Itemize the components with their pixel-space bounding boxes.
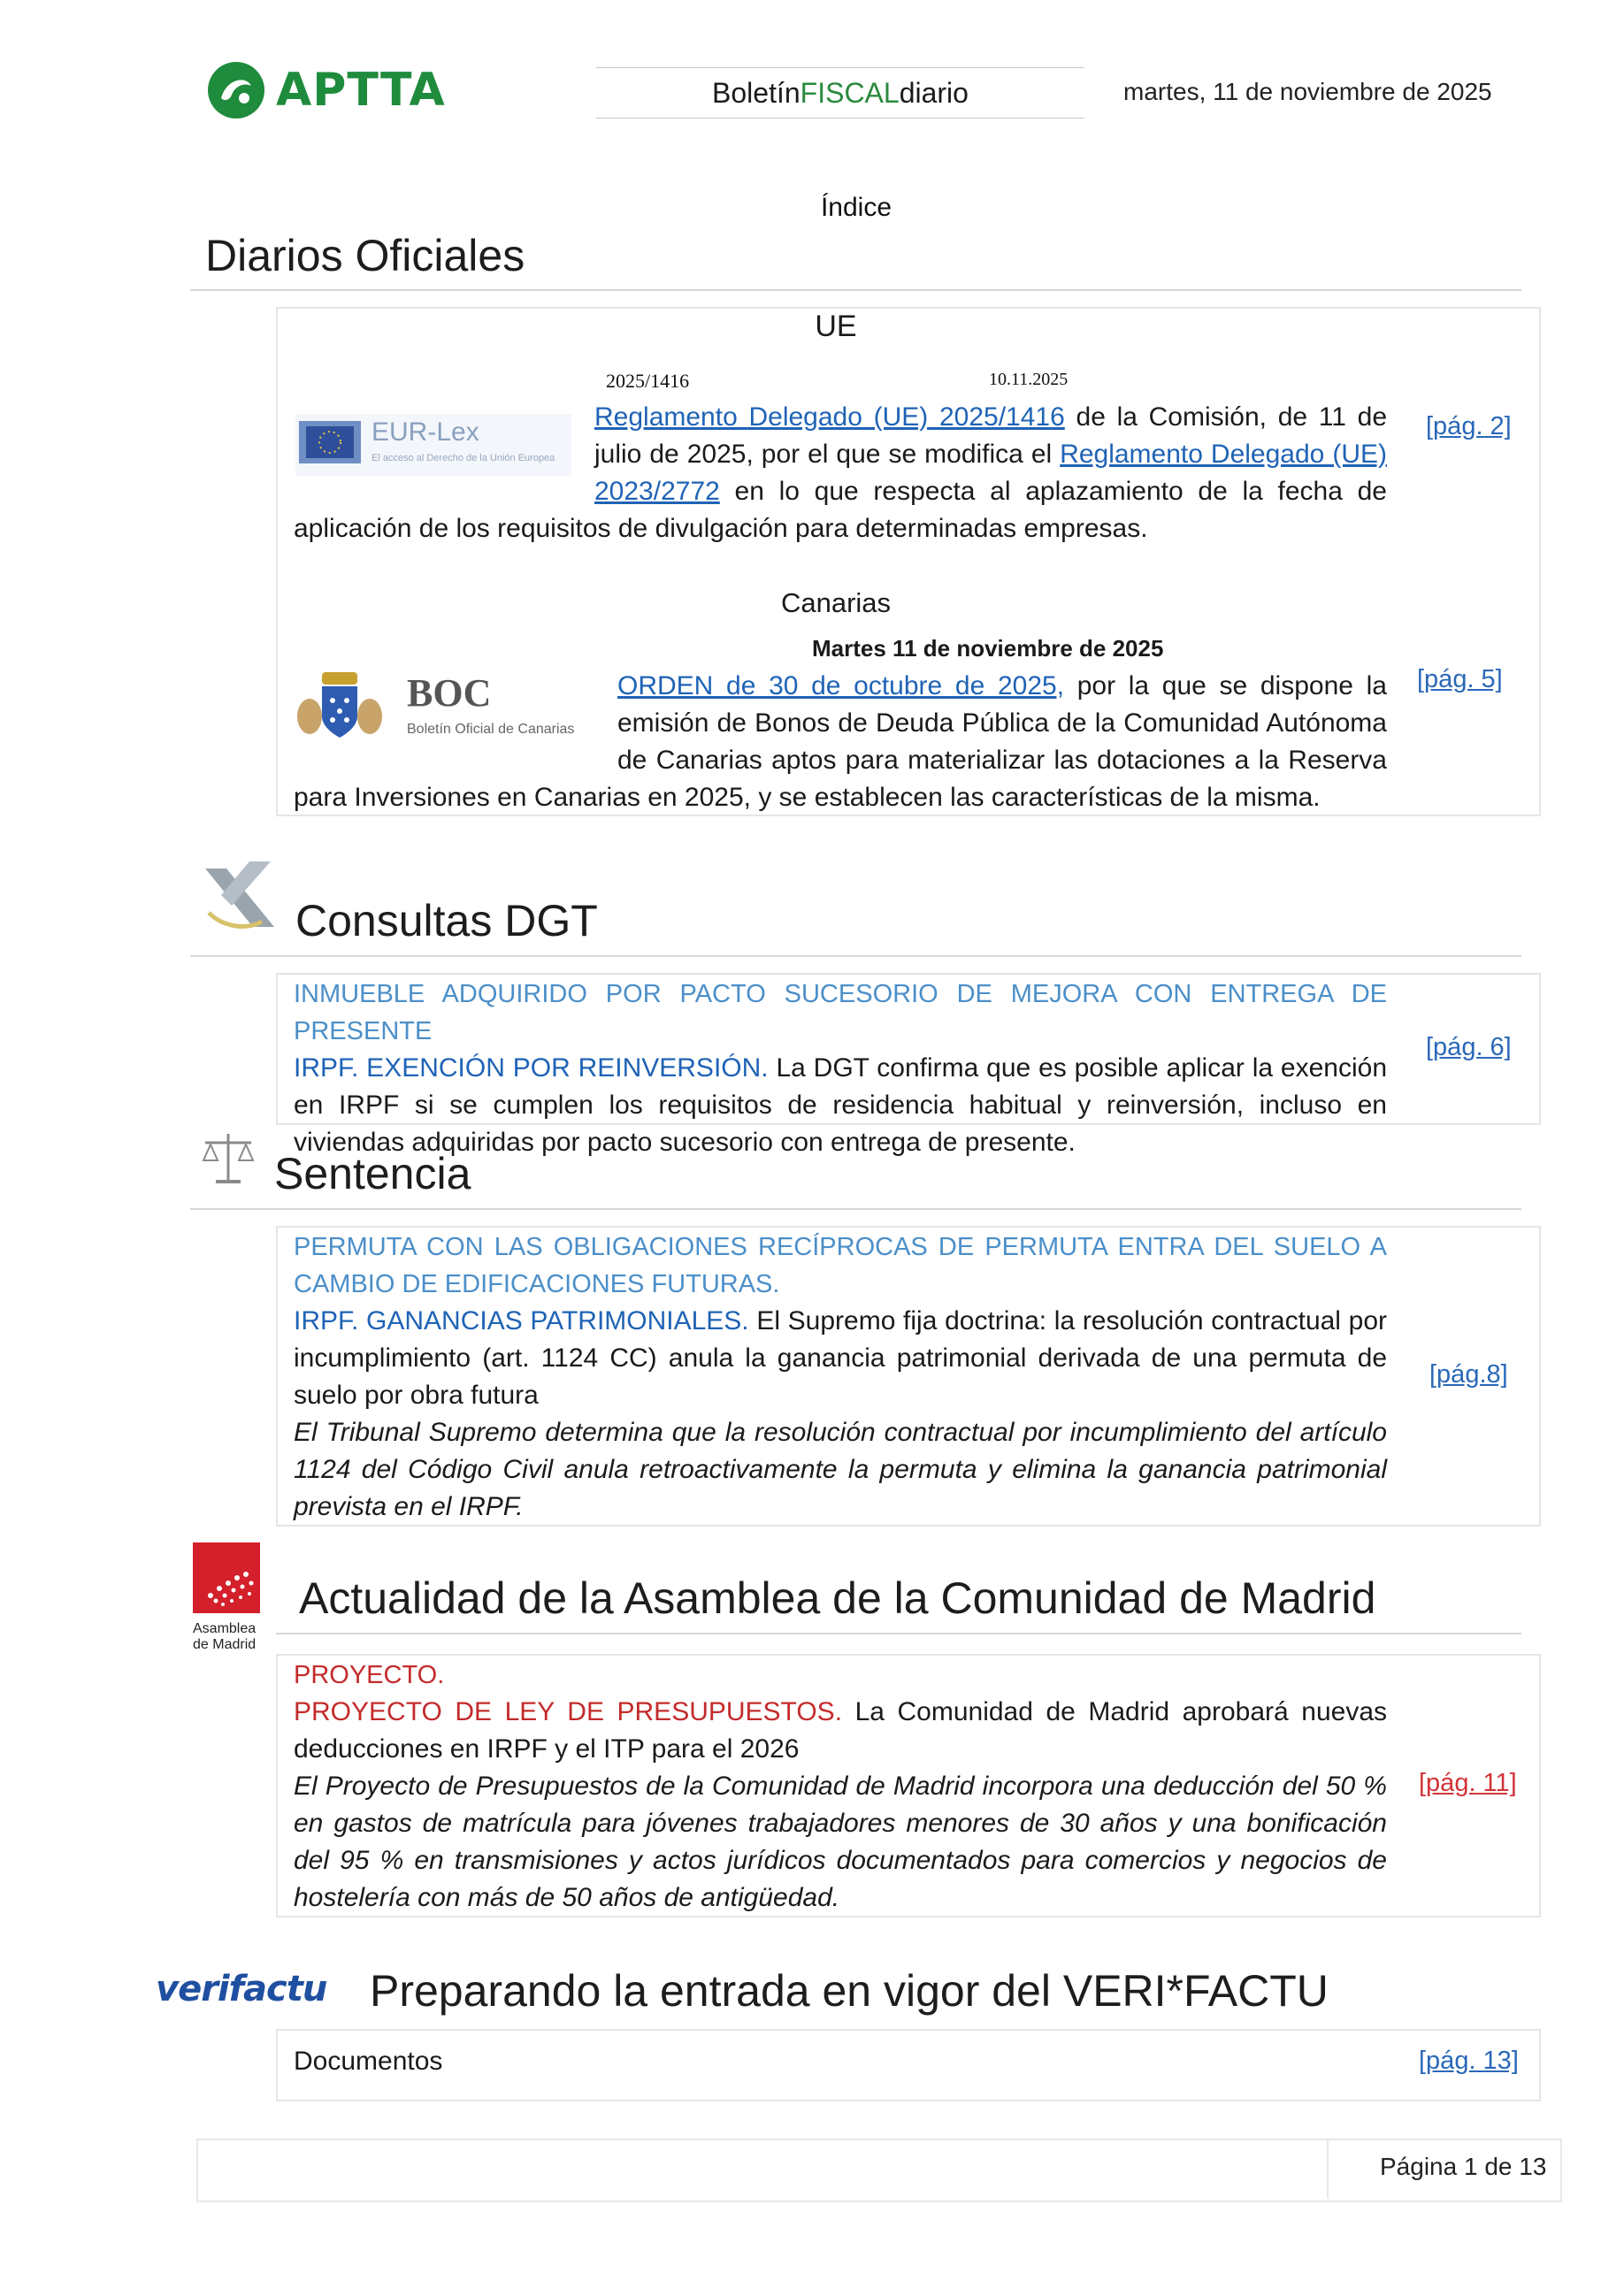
verifactu-item: Documentos [294,2047,443,2076]
canarias-heading: Canarias [780,587,892,618]
asamblea-italic: El Proyecto de Presupuestos de la Comunidad de Madrid incorpora una deducción del 50 % en gastos de matrícula para jóvenes trabajadores menores de 30 años y una bonificación del 95 % en transmisiones y actos jurídicos documentados para comercios y negocios de hostelería con más de 50 años de antigüedad. [294,1772,1387,1912]
ue-link-2025-1416[interactable]: Reglamento Delegado (UE) 2025/1416 [594,402,1065,432]
asamblea-logo-line2: de Madrid [193,1637,257,1652]
dgt-page-ref[interactable]: [pág. 6] [1426,1033,1512,1061]
dgt-text: La DGT confirma que es posible aplicar la exención en IRPF si se cumplen los requisitos de residencia habitual y reinversión, incluso en viviendas adquiridas por pacto sucesorio con entrega de presente. [294,1053,1388,1157]
page-number: Página 1 de 13 [1380,2153,1547,2180]
header-date: martes, 11 de noviembre de 2025 [1123,78,1492,105]
index-label: Índice [820,193,892,222]
sentencia-page-ref[interactable]: [pág.8] [1429,1360,1508,1389]
dgt-caption: INMUEBLE ADQUIRIDO POR PACTO SUCESORIO DE MEJORA CON ENTREGA DE PRESENTE [294,980,1387,1045]
page-footer [196,2139,1562,2202]
asamblea-logo-line1: Asamblea [193,1621,257,1636]
section-rule [190,955,1521,957]
section-title-sentencia: Sentencia [274,1149,471,1198]
canarias-order-link[interactable]: ORDEN de 30 de octubre de 2025, [617,671,1065,700]
eurlex-logo-title: EUR-Lex [372,417,479,447]
asamblea-strong: PROYECTO DE LEY DE PRESUPUESTOS. [294,1697,843,1726]
section-rule [276,1633,1521,1634]
asamblea-text: La Comunidad de Madrid aprobará nuevas deducciones en IRPF y el ITP para el 2026 [294,1697,1387,1764]
aptta-logo [205,58,462,122]
asamblea-emblem-icon [193,1542,260,1613]
logo-text: APTTA [276,64,446,117]
ue-text1: de la Comisión, de 11 de julio de 2025, por el que se modifica el [594,402,1388,469]
canarias-date-heading: Martes 11 de noviembre de 2025 [812,635,1164,662]
title-accent: FISCAL [800,76,900,109]
asamblea-page-ref[interactable]: [pág. 11] [1419,1769,1517,1797]
canarias-text: por la que se dispone la emisión de Bonos de Deuda Pública de la Comunidad Autónoma de Canarias aptos para materializar las dotaciones a la Reserva para Inversiones en Canarias en 2025, y se establecen las características de la misma. [294,671,1387,812]
section-title-dgt: Consultas DGT [295,896,598,945]
eurlex-logo-sub: El acceso al Derecho de la Unión Europea [372,453,555,463]
aptta-emblem-icon [205,59,267,121]
agencia-tributaria-icon [196,851,283,938]
scales-of-justice-icon [198,1129,258,1189]
sentencia-italic: El Tribunal Supremo determina que la resolución contractual por incumplimiento del artículo 1124 del Código Civil anula retroactivamente la permuta y elimina la ganancia patrimonial prevista en el IRPF. [294,1418,1387,1521]
ue-entry [294,399,1387,547]
footer-divider [1327,2140,1329,2199]
canarias-float-spacer [294,668,617,779]
canarias-page-ref[interactable]: [pág. 5] [1417,665,1503,693]
asamblea-caption: PROYECTO. [294,1661,445,1689]
sentencia-entry [294,1228,1387,1526]
sentencia-text: El Supremo fija doctrina: la resolución contractual por incumplimiento (art. 1124 CC) anula la ganancia patrimonial derivada de una permuta de suelo por obra futura [294,1306,1388,1410]
ue-ref-number: 2025/1416 [606,370,690,392]
canarias-entry [294,668,1387,816]
sentencia-strong: IRPF. GANANCIAS PATRIMONIALES. [294,1306,749,1336]
title-part2: diario [899,76,969,109]
section-rule [190,289,1521,291]
verifactu-logo [156,1969,341,2022]
sentencia-caption: PERMUTA CON LAS OBLIGACIONES RECÍPROCAS DE PERMUTA ENTRA DEL SUELO A CAMBIO DE EDIFICACIONES FUTURAS. [294,1233,1387,1298]
asamblea-logo [193,1542,267,1657]
ue-text2: en lo que respecta al aplazamiento de la fecha de aplicación de los requisitos de divulgación para determinadas empresas. [294,477,1387,543]
section-title-verifactu: Preparando la entrada en vigor del VERI*FACTU [370,1966,1329,2016]
section-rule [190,1208,1521,1210]
ue-heading: UE [815,310,857,343]
section-title-diarios: Diarios Oficiales [205,231,525,280]
verifactu-logo-text: verifactu [156,1969,327,2009]
ue-page-ref[interactable]: [pág. 2] [1426,412,1512,440]
ue-float-spacer [294,399,594,507]
asamblea-entry [294,1657,1387,1917]
dgt-entry [294,976,1387,1161]
ue-link-2023-2772[interactable]: Reglamento Delegado (UE) 2023/2772 [594,440,1387,506]
verifactu-page-ref[interactable]: [pág. 13] [1419,2047,1519,2075]
bulletin-title [596,67,1084,119]
ue-ref-date: 10.11.2025 [989,370,1069,389]
section-title-asamblea: Actualidad de la Asamblea de la Comunidad de Madrid [299,1573,1376,1623]
boc-logo-title: BOC [407,671,492,715]
boc-logo-sub: Boletín Oficial de Canarias [407,722,575,737]
dgt-strong: IRPF. EXENCIÓN POR REINVERSIÓN. [294,1053,769,1083]
verifactu-card [276,2029,1541,2101]
title-part1: Boletín [712,76,801,109]
